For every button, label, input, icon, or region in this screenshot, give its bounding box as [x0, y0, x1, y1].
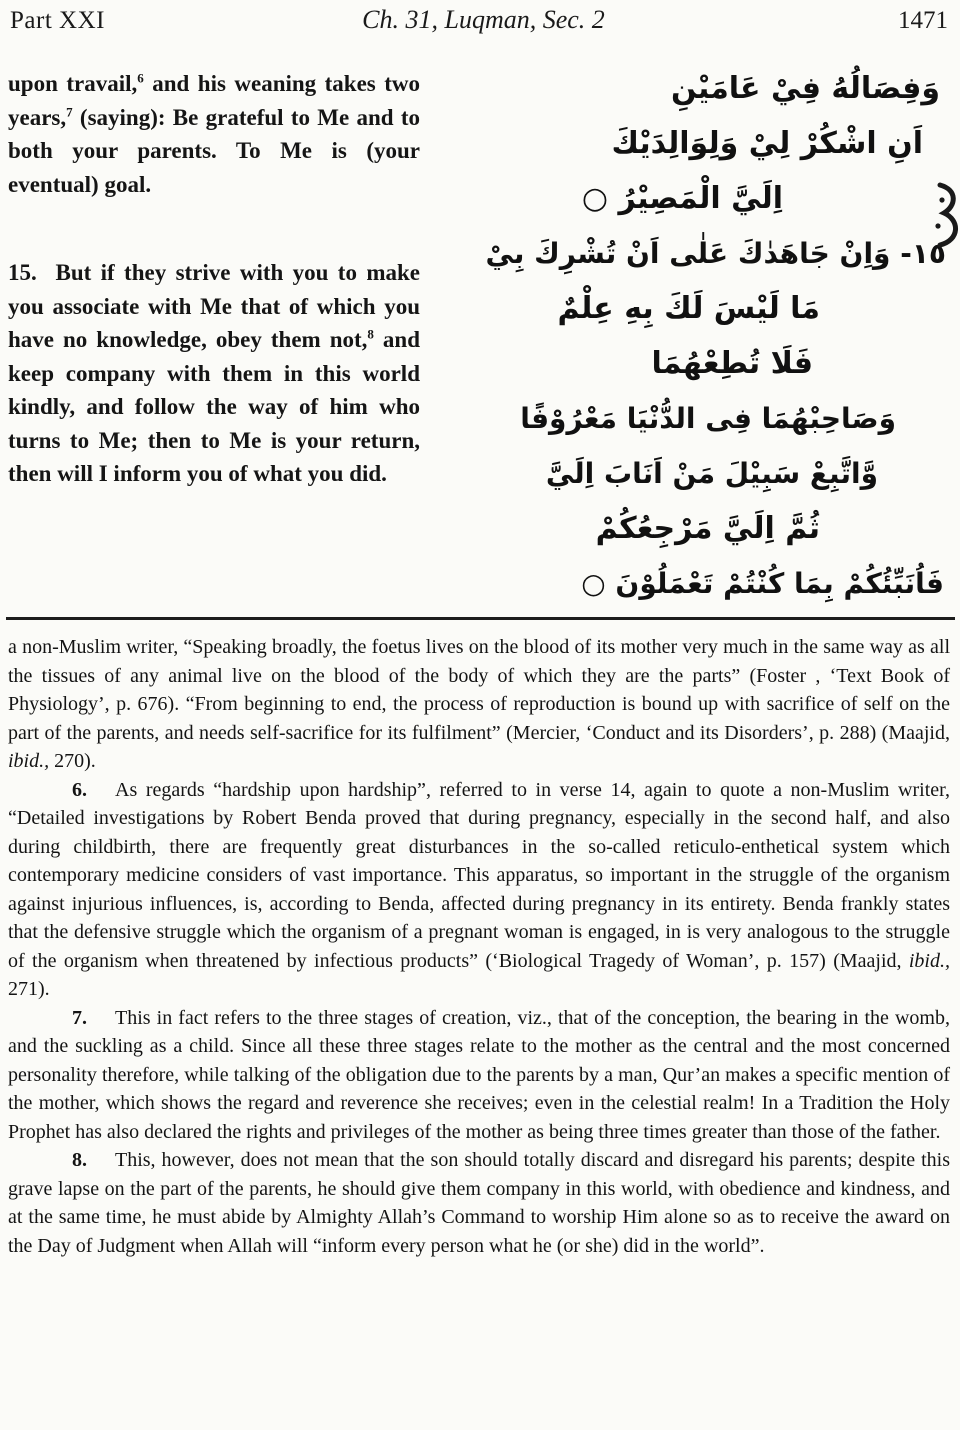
- arabic-verse-line: فَاُنَبِّئُكُمْ بِمَا كُنْتُمْ تَعْمَلُوْنَ ○: [581, 567, 944, 600]
- arabic-text-column: [420, 59, 960, 611]
- arabic-verse-line: اَنِ اشْكُرْ لِيْ وَلِوَالِدَيْكَ: [611, 126, 923, 161]
- footnote-number: 7.: [72, 1006, 87, 1029]
- arabic-verse-line: مَا لَيْسَ لَكَ بِهِ عِلْمٌ: [557, 291, 820, 326]
- chapter-title: Ch. 31, Luqman, Sec. 2: [362, 5, 605, 34]
- footnotes-section: [0, 620, 960, 1260]
- footnote-paragraph: 6. As regards “hardship upon hardship”, referred to in verse 14, again to quote a non-Muslim writer, “Detailed investigations by Robert Benda proved that during pregnancy, especially in the second half, and also during childbirth, there are frequently great disturbances in the so-called reticulo-enthetical system which contemporary medicine considers of vast importance. This apparatus, so important in the struggle of the organism against injurious influences, is, according to Benda, affected during pregnancy in its entirety. Benda frankly states that the defensive struggle which the organism of a pregnant woman is engaged, in is very analogous to the struggle of the organism when threatened by infectious products” (‘Biological Tragedy of Woman’, p. 157) (Maajid, ibid., 271).: [8, 778, 950, 1000]
- ruku-marker-icon: [934, 182, 960, 248]
- footnote-paragraph: a non-Muslim writer, “Speaking broadly, the foetus lives on the blood of its mother very much in the same way as all the tissues of any animal live on the blood of the body of which they are the parts” (Foster , ‘Text Book of Physiology’, p. 676). “From beginning to end, the process of reproduction is bound up with sacrifice of self on the part of the parents, and needs self-sacrifice for its fulfilment” (Mercier, ‘Conduct and its Disorders’, p. 288) (Maajid, ibid., 270).: [8, 636, 950, 772]
- arabic-verse-line: وَفِصَالُهُ فِيْ عَامَيْنِ: [670, 71, 940, 106]
- verse-paragraph: 15. But if they strive with you to make you associate with Me that of which you have no knowledge, obey them not,$^8$ and keep company with them in this world kindly, and follow the way of him who turns to Me; then to Me is your return, then will I inform you of what you did.: [8, 260, 420, 486]
- arabic-verse-line: ١٥- وَاِنْ جَاهَدٰكَ عَلٰى اَنْ تُشْرِكَ بِيْ: [485, 237, 946, 270]
- verse-section: [0, 35, 960, 611]
- verse-paragraph: upon travail,$^6$ and his weaning takes two years,$^7$ (saying): Be grateful to Me and to both your parents. To Me is (your eventual) goal.: [8, 70, 420, 197]
- page-header: [0, 0, 960, 35]
- arabic-verse-line: وَّاتَّبِعْ سَبِيْلَ مَنْ اَنَابَ اِلَيَّ: [545, 457, 878, 490]
- page-number: 1471: [897, 7, 948, 34]
- arabic-verse-line: اِلَيَّ الْمَصِيْرُ ○: [581, 181, 783, 216]
- part-label: Part XXI: [10, 7, 105, 34]
- arabic-verse-line: ثُمَّ اِلَيَّ مَرْجِعُكُمْ: [595, 511, 820, 546]
- arabic-verse-line: فَلَا تُطِعْهُمَا: [651, 346, 813, 381]
- arabic-verse-line: وَصَاحِبْهُمَا فِى الدُّنْيَا مَعْرُوْفًا: [520, 402, 896, 435]
- footnote-paragraph: 7. This in fact refers to the three stages of creation, viz., that of the conception, the bearing in the womb, and the suckling as a child. Since all these three stages relate to the mother as the central and the most concerned personality therefore, while talking of the obligation due to the parents by a man, Qur’an makes a specific mention of the mother, which shows the regard and reverence she receives; even in the celestial realm! In a Tradition the Holy Prophet has also declared the rights and privileges of the mother as being three times greater than those of the father.: [8, 1006, 950, 1143]
- english-translation-column: [0, 59, 420, 611]
- footnote-number: 8.: [72, 1149, 87, 1171]
- footnote-number: 6.: [72, 778, 87, 801]
- footnote-paragraph: 8. This, however, does not mean that the son should totally discard and disregard his parents; despite this grave lapse on the part of the parents, he should give them company in this world, with obedience and kindness, and at the same time, he must abide by Almighty Allah’s Command to worship Him alone so as to receive the award on the Day of Judgment when Allah will “inform every person what he (or she) did in the world”.: [8, 1149, 950, 1257]
